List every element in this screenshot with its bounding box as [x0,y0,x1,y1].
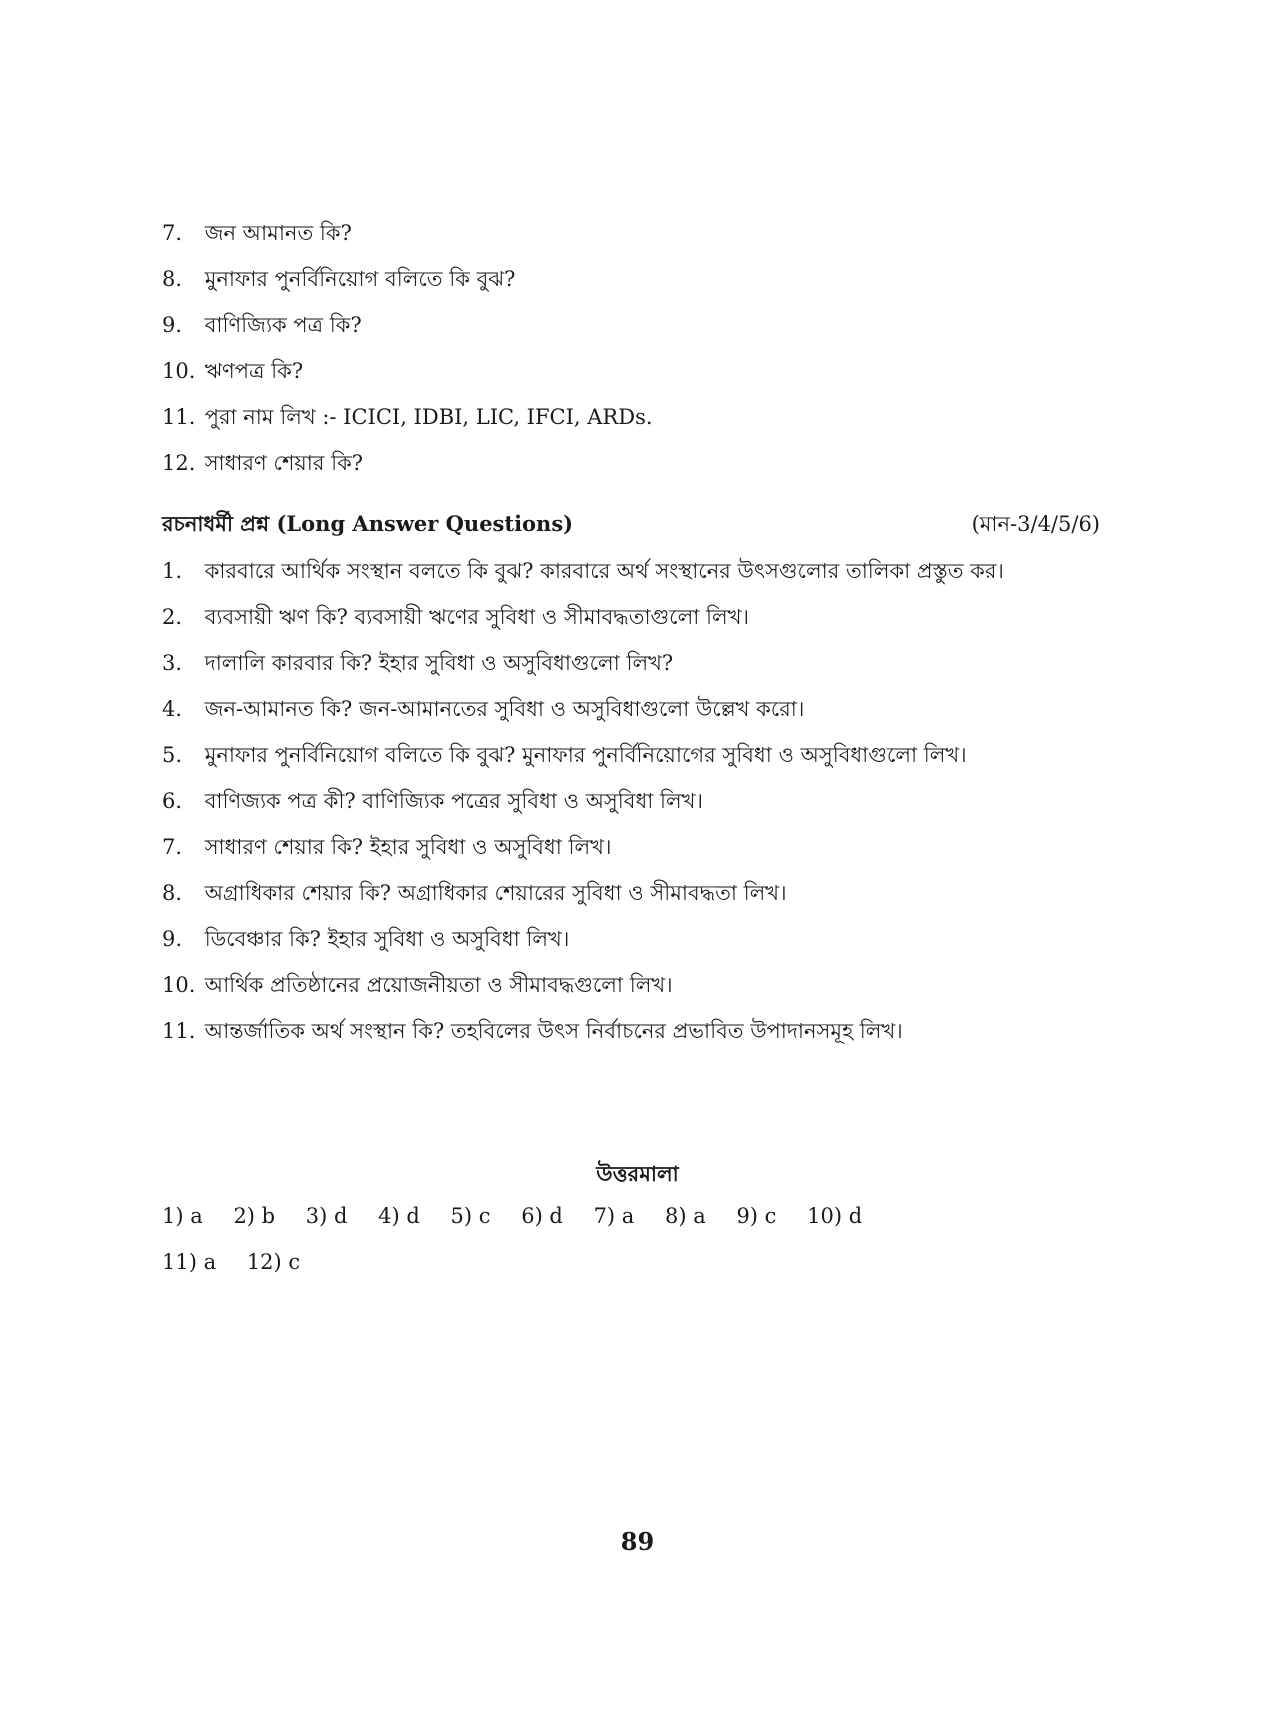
question-number: 8. [162,881,183,905]
question-text: ব্যবসায়ী ঋণ কি? ব্যবসায়ী ঋণের সুবিধা ও সীমাবদ্ধতাগুলো লিখ। [204,605,749,629]
page-number: 89 [620,1527,655,1556]
question-text: দালালি কারবার কি? ইহার সুবিধা ও অসুবিধাগুলো লিখ? [204,651,674,675]
answer-item: 7) a [593,1204,635,1228]
question-number: 10. [162,359,196,383]
question-number: 8. [162,267,183,291]
long-question-6 [162,786,703,816]
long-question-2 [162,602,749,632]
answer-item: 8) a [665,1204,706,1228]
question-number: 12. [162,451,196,475]
question-text: মুনাফার পুনর্বিনিয়োগ বলিতে কি বুঝ? মুনাফার পুনর্বিনিয়োগের সুবিধা ও অসুবিধাগুলো লিখ। [204,743,967,767]
answer-item: 10) d [807,1204,863,1228]
question-text: আন্তর্জাতিক অর্থ সংস্থান কি? তহবিলের উৎস নির্বাচনের প্রভাবিত উপাদানসমূহ লিখ। [204,1019,903,1043]
question-number: 9. [162,313,183,337]
long-question-10 [162,970,673,1000]
short-question-9 [162,310,362,340]
question-text: আর্থিক প্রতিষ্ঠানের প্রয়োজনীয়তা ও সীমাবদ্ধগুলো লিখ। [204,973,673,997]
question-text: কারবারে আর্থিক সংস্থান বলতে কি বুঝ? কারবারে অর্থ সংস্থানের উৎসগুলোর তালিকা প্রস্তুত কর। [204,559,1004,583]
answer-item: 1) a [162,1204,203,1228]
long-question-11 [162,1016,903,1046]
question-number: 3. [162,651,183,675]
answer-item: 5) c [450,1204,491,1228]
question-number: 9. [162,927,183,951]
question-number: 7. [162,221,183,245]
question-number: 4. [162,697,183,721]
question-text: বাণিজ্যক পত্র কী? বাণিজ্যিক পত্রের সুবিধা ও অসুবিধা লিখ। [204,789,703,813]
answer-item: 2) b [233,1204,276,1228]
long-question-8 [162,878,787,908]
answer-row-1 [162,1204,886,1228]
question-number: 11. [162,405,196,429]
question-number: 5. [162,743,183,767]
question-text: জন আমানত কি? [204,221,352,245]
question-text: জন-আমানত কি? জন-আমানতের সুবিধা ও অসুবিধাগুলো উল্লেখ করো। [204,697,805,721]
question-number: 7. [162,835,183,859]
answer-key-title: উত্তরমালা [596,1161,679,1186]
short-question-7 [162,218,352,248]
answer-item: 9) c [736,1204,777,1228]
question-text: ঋণপত্র কি? [204,359,304,383]
question-number: 11. [162,1019,196,1043]
answer-row-2 [162,1250,324,1274]
short-question-12 [162,448,363,478]
question-text: সাধারণ শেয়ার কি? ইহার সুবিধা ও অসুবিধা লিখ। [204,835,612,859]
question-text: সাধারণ শেয়ার কি? [204,451,364,475]
answer-item: 11) a [162,1250,217,1274]
question-text: মুনাফার পুনর্বিনিয়োগ বলিতে কি বুঝ? [204,267,516,291]
question-number: 1. [162,559,183,583]
long-question-7 [162,832,611,862]
long-question-3 [162,648,673,678]
question-number: 6. [162,789,183,813]
answer-item: 4) d [378,1204,420,1228]
long-question-5 [162,740,967,770]
question-text: ডিবেঞ্চার কি? ইহার সুবিধা ও অসুবিধা লিখ। [204,927,570,951]
answer-item: 6) d [521,1204,563,1228]
short-question-10 [162,356,303,386]
long-question-9 [162,924,569,954]
answer-item: 3) d [305,1204,348,1228]
answer-item: 12) c [246,1250,301,1274]
question-number: 10. [162,973,196,997]
long-question-1 [162,556,1004,586]
section-heading: রচনাধর্মী প্রশ্ন (Long Answer Questions) [162,511,574,536]
question-text: অগ্রাধিকার শেয়ার কি? অগ্রাধিকার শেয়ারের সুবিধা ও সীমাবদ্ধতা লিখ। [204,881,787,905]
short-question-11 [162,402,653,432]
question-text: পুরা নাম লিখ :- ICICI, IDBI, LIC, IFCI, ARDs. [204,405,653,429]
question-text: বাণিজ্যিক পত্র কি? [204,313,362,337]
long-question-4 [162,694,804,724]
marks-label: (মান-3/4/5/6) [971,512,1100,536]
short-question-8 [162,264,515,294]
question-number: 2. [162,605,183,629]
